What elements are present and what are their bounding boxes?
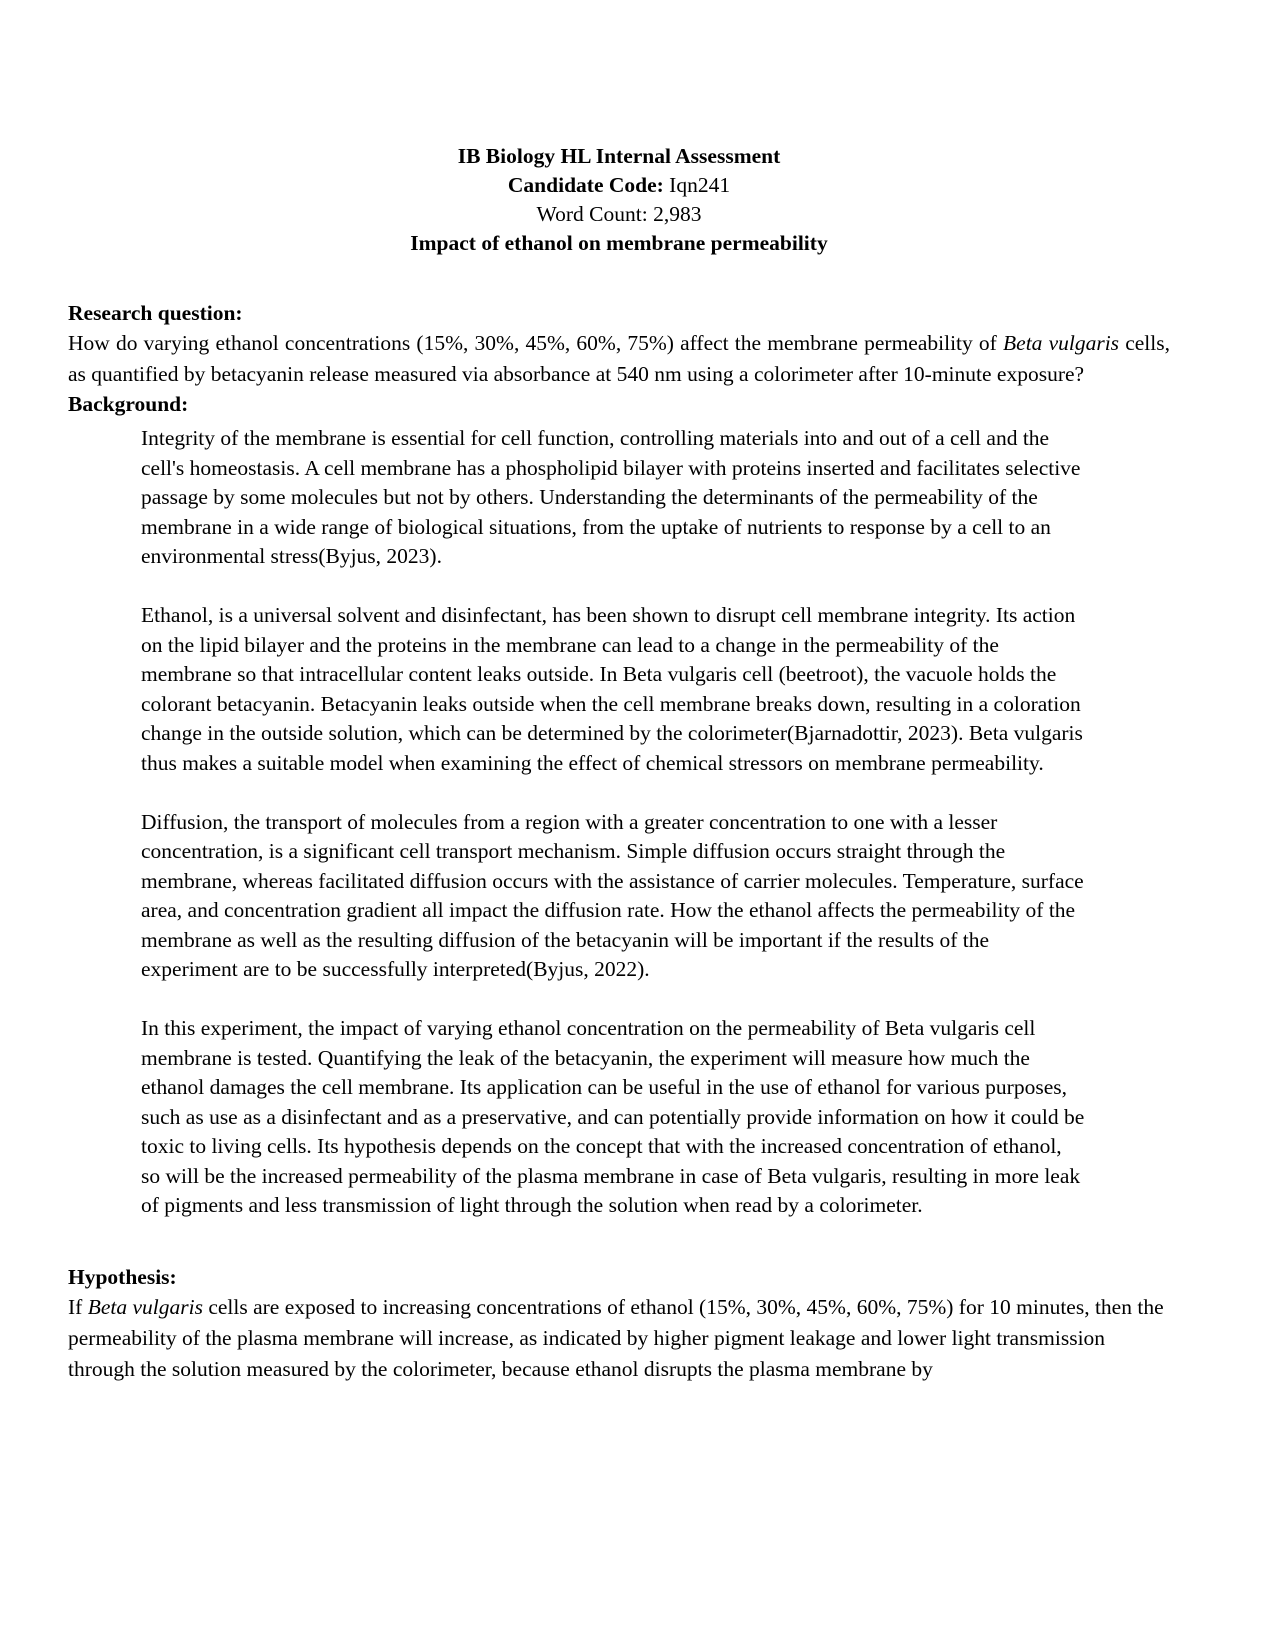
hypothesis-text-part2: cells are exposed to increasing concentrations of ethanol (15%, 30%, 45%, 60%, 75%) for 10 minutes, then the permeability of the plasma membrane will increase, as indicated by higher pigment leakage and lower light transmission through the solution measured by the colorimeter, because ethanol disrupts the plasma membrane by — [68, 1294, 1164, 1381]
word-count-line: Word Count: 2,983 — [536, 202, 702, 226]
candidate-code-line — [68, 171, 1170, 200]
research-question-text-part1: How do varying ethanol concentrations (15%, 30%, 45%, 60%, 75%) affect the membrane permeability of — [68, 331, 1004, 355]
background-paragraph: Integrity of the membrane is essential for cell function, controlling materials into and out of a cell and the cell's homeostasis. A cell membrane has a phospholipid bilayer with proteins inserted and facilitates selective passage by some molecules but not by others. Understanding the determinants of the permeability of the membrane in a wide range of biological situations, from the uptake of nutrients to response by a cell to an environmental stress(Byjus, 2023). — [141, 426, 1081, 568]
hypothesis-species-name: Beta vulgaris — [87, 1294, 203, 1319]
document-subtitle: Impact of ethanol on membrane permeability — [410, 231, 828, 255]
research-question-body — [68, 328, 1170, 390]
hypothesis-body — [68, 1292, 1170, 1385]
document-title: IB Biology HL Internal Assessment — [457, 144, 781, 168]
background-paragraph: Diffusion, the transport of molecules from a region with a greater concentration to one with a lesser concentration, is a significant cell transport mechanism. Simple diffusion occurs straight through the membrane, whereas facilitated diffusion occurs with the assistance of carrier molecules. Temperature, surface area, and concentration gradient all impact the diffusion rate. How the ethanol affects the permeability of the membrane as well as the resulting diffusion of the betacyanin will be important if the results of the experiment are to be successfully interpreted(Byjus, 2022). — [141, 809, 1084, 981]
background-heading: Background: — [68, 392, 189, 416]
hypothesis-heading: Hypothesis: — [68, 1264, 177, 1289]
document-header — [68, 0, 1170, 258]
research-question-text-part2: cells, as quantified by betacyanin release measured via absorbance at 540 nm using a colorimeter after 10-minute exposure? — [68, 331, 1170, 386]
research-question-heading: Research question: — [68, 301, 243, 325]
research-question-species-name: Beta vulgaris — [1003, 331, 1120, 355]
background-paragraph: In this experiment, the impact of varying ethanol concentration on the permeability of Beta vulgaris cell membrane is tested. Quantifying the leak of the betacyanin, the experiment will measure how much the ethanol damages the cell membrane. Its application can be useful in the use of ethanol for various purposes, such as use as a disinfectant and as a preservative, and can potentially provide information on how it could be toxic to living cells. Its hypothesis depends on the concept that with the increased concentration of ethanol, so will be the increased permeability of the plasma membrane in case of Beta vulgaris, resulting in more leak of pigments and less transmission of light through the solution when read by a colorimeter. — [141, 1016, 1085, 1217]
background-paragraph: Ethanol, is a universal solvent and disinfectant, has been shown to disrupt cell membrane integrity. Its action on the lipid bilayer and the proteins in the membrane can lead to a change in the permeability of the membrane so that intracellular content leaks outside. In Beta vulgaris cell (beetroot), the vacuole holds the colorant betacyanin. Betacyanin leaks outside when the cell membrane breaks down, resulting in a coloration change in the outside solution, which can be determined by the colorimeter(Bjarnadottir, 2023). Beta vulgaris thus makes a suitable model when examining the effect of chemical stressors on membrane permeability. — [141, 603, 1083, 775]
document-content — [68, 0, 1170, 1385]
candidate-code-label: Candidate Code: — [507, 173, 664, 197]
background-body — [68, 424, 1170, 1221]
candidate-code-value: Iqn241 — [663, 173, 731, 197]
hypothesis-text-part1: If — [68, 1294, 88, 1319]
